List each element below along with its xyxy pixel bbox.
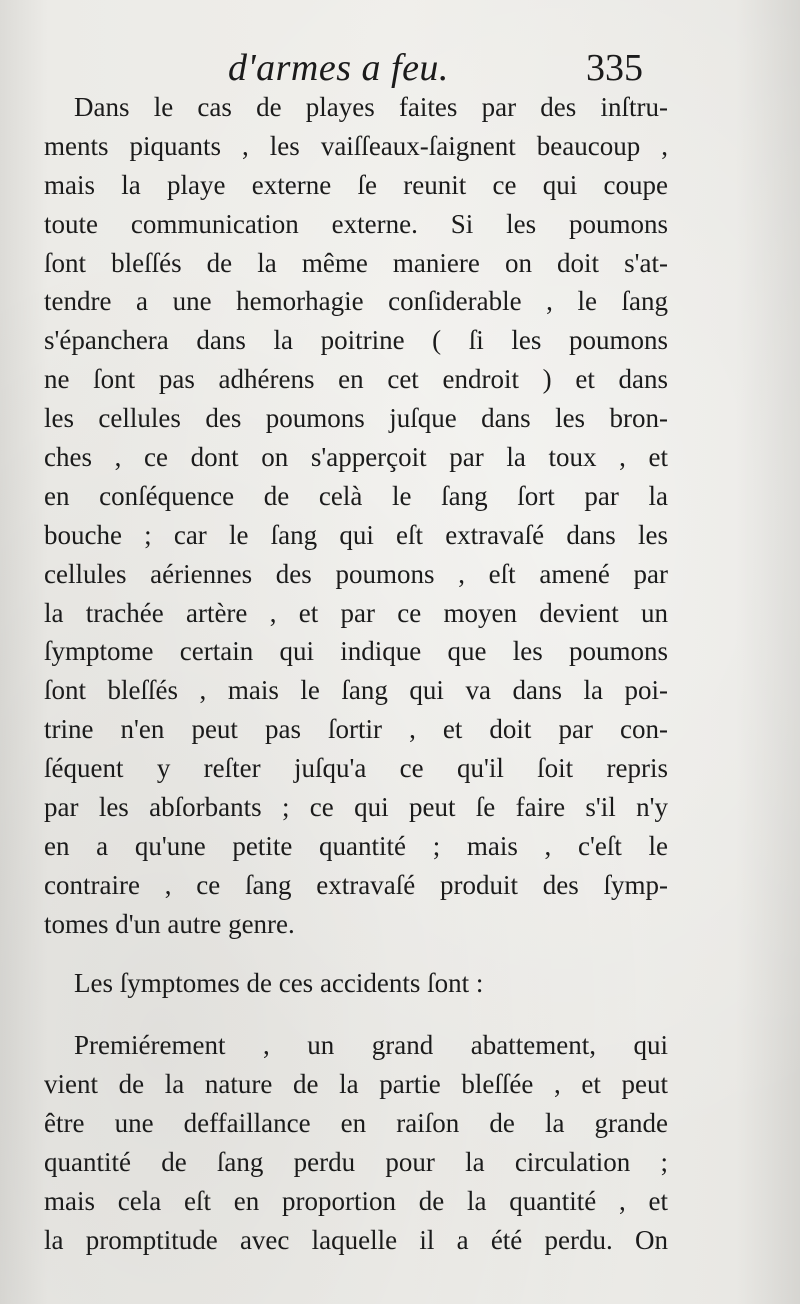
text-line: par les abſorbants ; ce qui peut ſe faire s'il n'y (44, 792, 668, 823)
body-text (44, 88, 668, 1260)
text-line: ſont bleſſés de la même maniere on doit s'at- (44, 247, 668, 278)
text-line: ments piquants , les vaiſſeaux-ſaignent beaucoup , (44, 130, 668, 161)
text-line: être une deffaillance en raiſon de la grande (44, 1108, 668, 1139)
text-line: la promptitude avec laquelle il a été perdu. On (44, 1224, 668, 1255)
text-line: Premiérement , un grand abattement, qui (74, 1030, 668, 1061)
page-number: 335 (586, 47, 643, 89)
text-line: quantité de ſang perdu pour la circulation ; (44, 1147, 668, 1178)
text-line: les cellules des poumons juſque dans les bron- (44, 403, 668, 434)
running-title: d'armes a feu. (228, 47, 449, 89)
text-line: tendre a une hemorhagie conſiderable , le ſang (44, 286, 668, 317)
text-line: Les ſymptomes de ces accidents ſont : (74, 967, 484, 998)
text-line: s'épanchera dans la poitrine ( ſi les poumons (44, 325, 668, 356)
text-line: vient de la nature de la partie bleſſée , et peut (44, 1069, 668, 1100)
text-line: ches , ce dont on s'apperçoit par la toux , et (44, 442, 668, 473)
text-line: toute communication externe. Si les poumons (44, 208, 668, 239)
text-line: ſéquent y reſter juſqu'a ce qu'il ſoit repris (44, 753, 668, 784)
text-line: tomes d'un autre genre. (44, 908, 295, 939)
text-line: la trachée artère , et par ce moyen devient un (44, 597, 668, 628)
paragraph-first-symptom (44, 1026, 668, 1259)
text-line: trine n'en peut pas ſortir , et doit par con- (44, 714, 668, 745)
text-line: Dans le cas de playes faites par des inſtru- (74, 92, 668, 122)
text-line: ſont bleſſés , mais le ſang qui va dans la poi- (44, 675, 668, 706)
paragraph-wounds (44, 88, 668, 944)
text-line: bouche ; car le ſang qui eſt extravaſé dans les (44, 519, 668, 550)
paragraph-symptoms-heading (44, 964, 668, 1003)
paragraph-gap (44, 944, 668, 964)
paragraph-gap (44, 1002, 668, 1026)
text-line: ne ſont pas adhérens en cet endroit ) et dans (44, 364, 668, 395)
text-line: contraire , ce ſang extravaſé produit des ſymp- (44, 869, 668, 900)
text-line: ſymptome certain qui indique que les poumons (44, 636, 668, 667)
text-line: en conſéquence de celà le ſang ſort par la (44, 480, 668, 511)
text-line: cellules aériennes des poumons , eſt amené par (44, 558, 668, 589)
text-line: en a qu'une petite quantité ; mais , c'eſt le (44, 830, 668, 861)
text-line: mais cela eſt en proportion de la quantité , et (44, 1186, 668, 1217)
text-line: mais la playe externe ſe reunit ce qui coupe (44, 169, 668, 200)
